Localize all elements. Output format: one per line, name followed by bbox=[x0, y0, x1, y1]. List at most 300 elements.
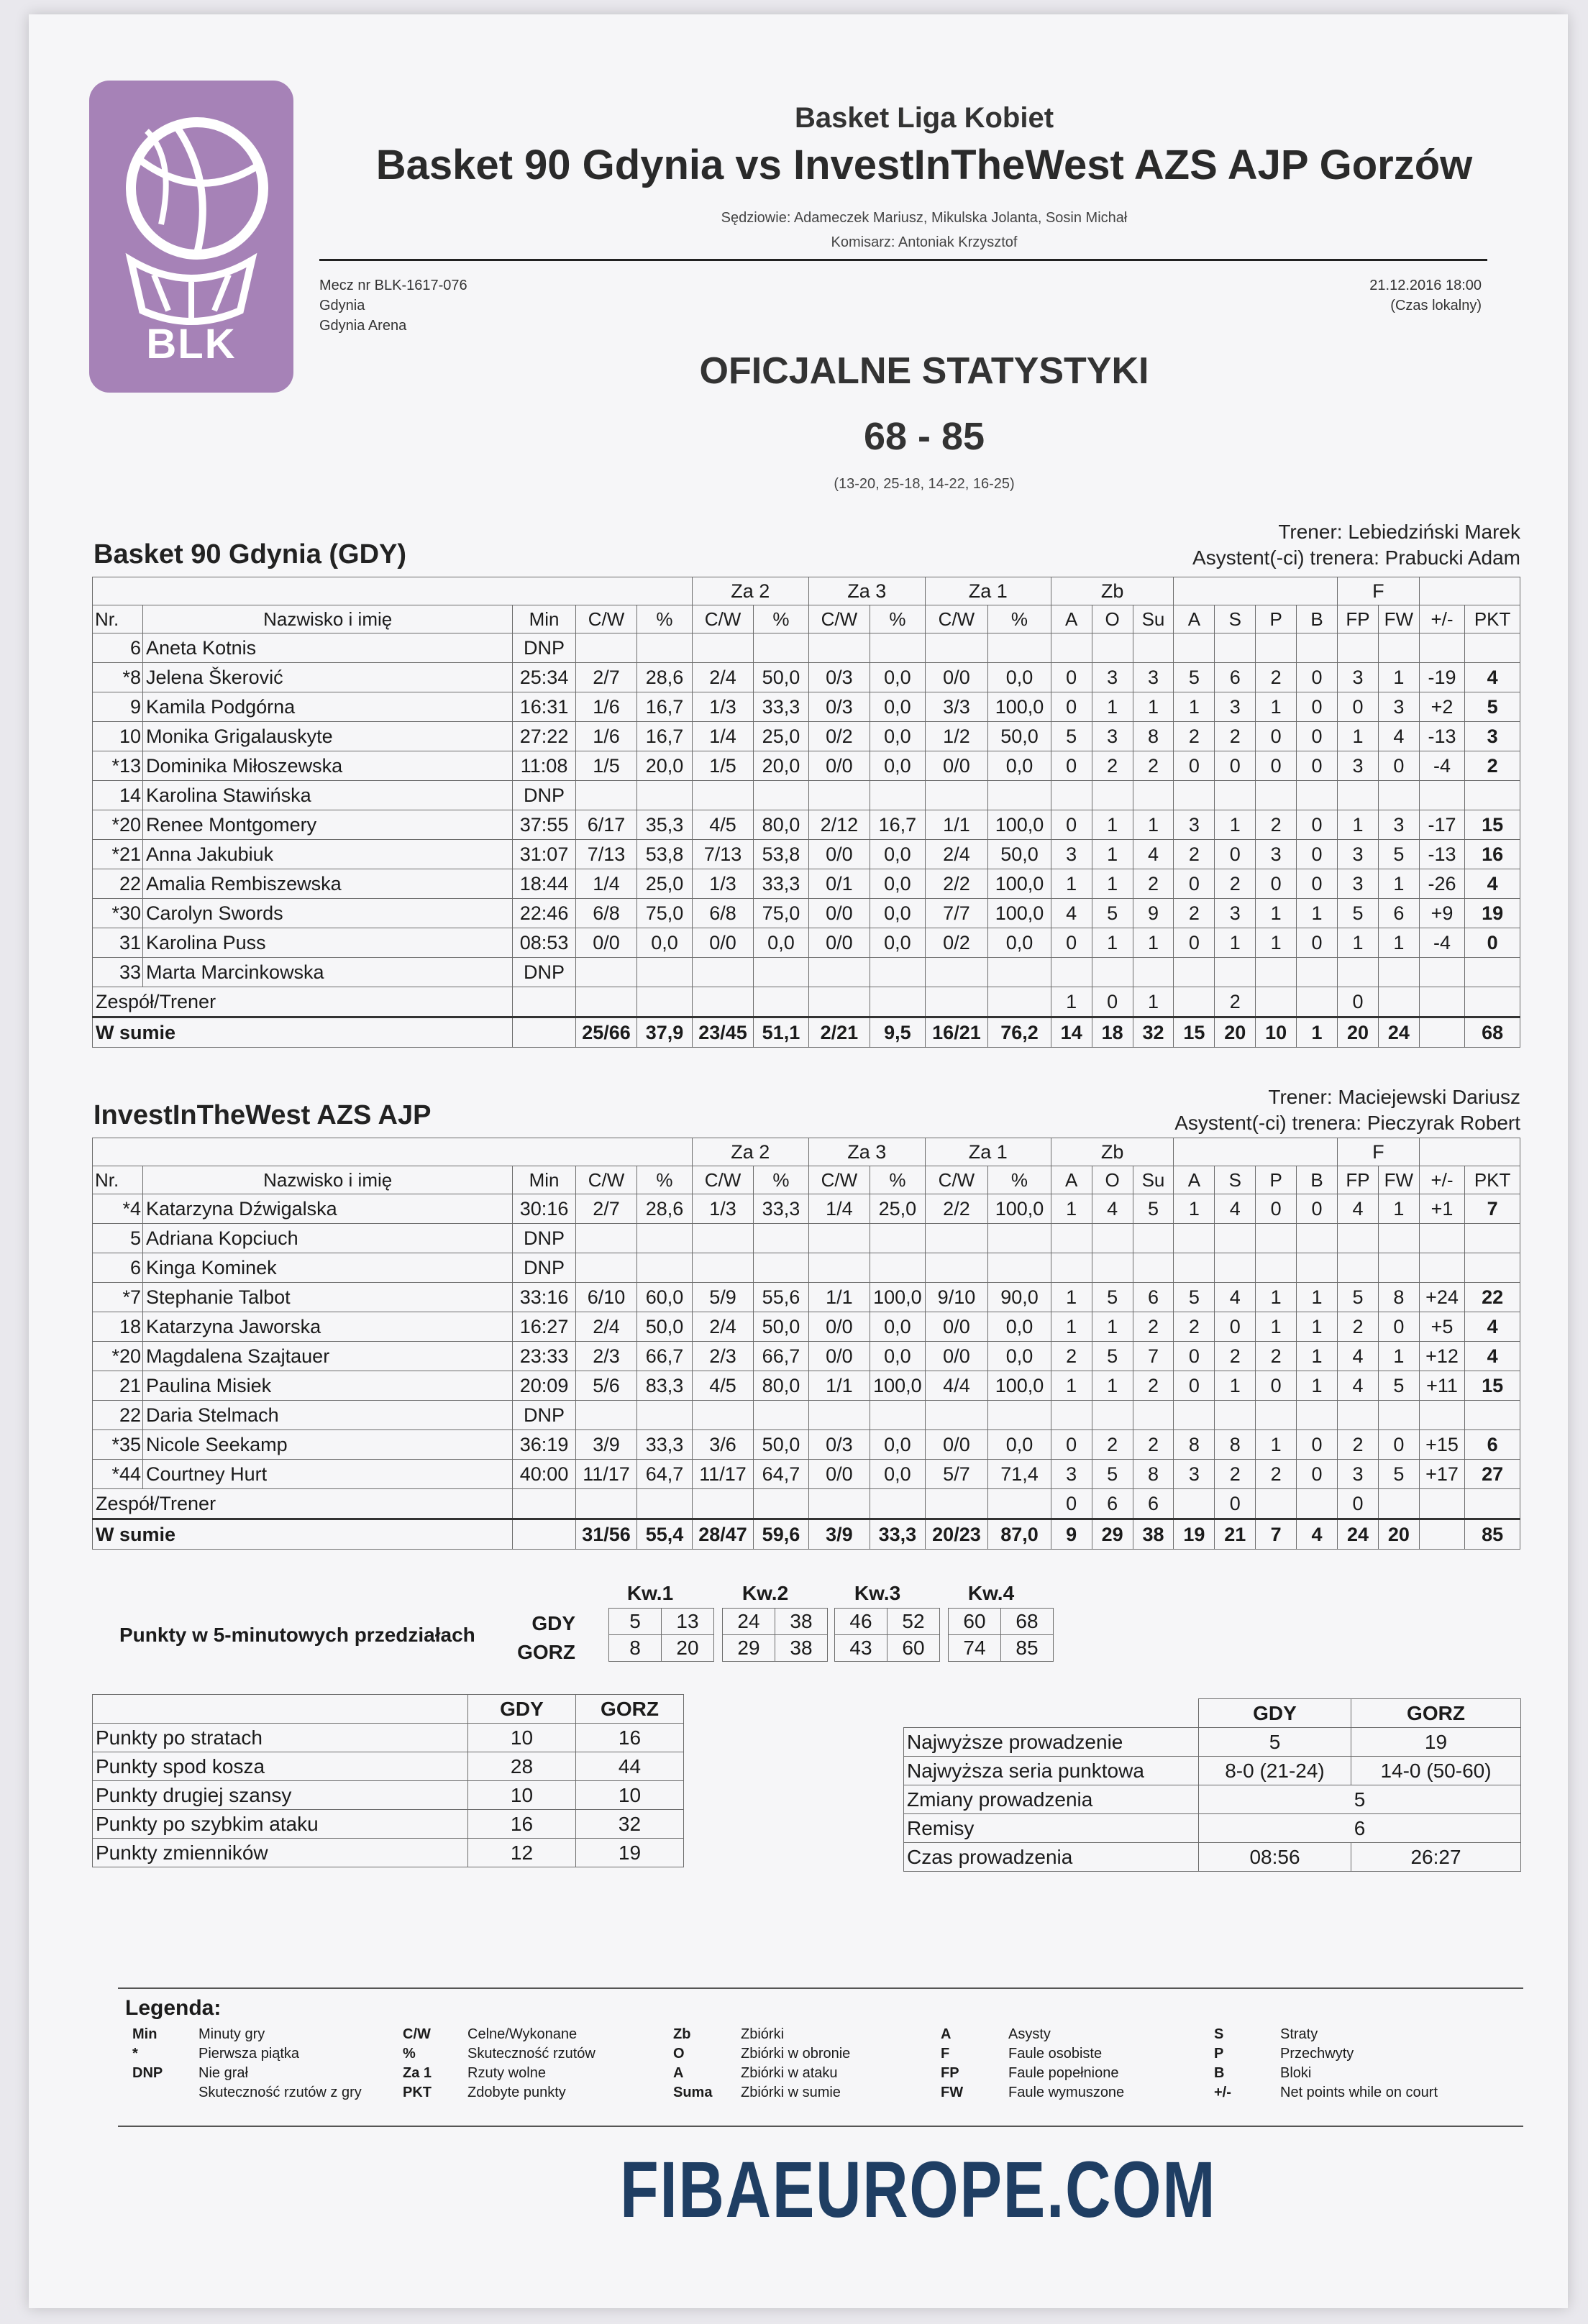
stat-cell bbox=[1174, 1253, 1215, 1283]
stat-cell bbox=[637, 1253, 693, 1283]
stat-cell: 5/9 bbox=[692, 1283, 753, 1312]
stat-cell: 1 bbox=[1256, 899, 1297, 928]
stat-cell: DNP bbox=[513, 958, 576, 987]
stat-cell bbox=[1419, 1017, 1464, 1048]
column-header: C/W bbox=[925, 1166, 988, 1194]
stat-cell: 3 bbox=[1133, 663, 1174, 692]
stat-cell: 16/21 bbox=[925, 1017, 988, 1048]
stat-cell: 50,0 bbox=[637, 1312, 693, 1342]
stat-cell bbox=[1133, 633, 1174, 663]
stat-cell: 0 bbox=[1297, 1430, 1338, 1460]
stat-cell: 2/3 bbox=[692, 1342, 753, 1371]
stat-cell bbox=[1215, 1224, 1256, 1253]
stat-cell: 16:27 bbox=[513, 1312, 576, 1342]
stat-cell bbox=[808, 1489, 870, 1519]
stat-cell: 80,0 bbox=[754, 1371, 809, 1401]
stat-cell: 6 bbox=[1378, 899, 1419, 928]
points-row-label: Punkty po szybkim ataku bbox=[93, 1810, 468, 1839]
stat-cell: 0/2 bbox=[925, 928, 988, 958]
stat-cell: 1/5 bbox=[692, 751, 753, 781]
kw4-table bbox=[948, 1608, 1054, 1662]
stat-cell: 9 bbox=[1051, 1519, 1092, 1550]
group-header bbox=[1174, 577, 1338, 605]
stat-cell bbox=[692, 1401, 753, 1430]
points-header-gdy: GDY bbox=[468, 1695, 576, 1724]
player-name: Courtney Hurt bbox=[143, 1460, 513, 1489]
stat-cell: 4 bbox=[1465, 1342, 1520, 1371]
stat-cell bbox=[575, 633, 636, 663]
stat-cell: 1 bbox=[1297, 1312, 1338, 1342]
group-header: F bbox=[1338, 1138, 1420, 1166]
points-row-label: Punkty spod kosza bbox=[93, 1752, 468, 1781]
stat-cell: 0,0 bbox=[988, 1430, 1051, 1460]
stat-cell: 64,7 bbox=[754, 1460, 809, 1489]
stat-cell: 4 bbox=[1051, 899, 1092, 928]
player-number: 6 bbox=[93, 1253, 143, 1283]
stat-cell: 50,0 bbox=[754, 1430, 809, 1460]
column-header: P bbox=[1256, 1166, 1297, 1194]
stat-cell bbox=[988, 1401, 1051, 1430]
legend-key: O bbox=[673, 2046, 685, 2062]
legend-key: A bbox=[941, 2026, 952, 2042]
stat-cell bbox=[637, 781, 693, 810]
stat-cell bbox=[637, 987, 693, 1017]
stat-cell: 0/0 bbox=[925, 1312, 988, 1342]
blk-logo bbox=[89, 81, 293, 393]
stat-cell: 76,2 bbox=[988, 1017, 1051, 1048]
column-header: % bbox=[870, 1166, 926, 1194]
stat-cell: 4 bbox=[1465, 663, 1520, 692]
stat-cell: 1 bbox=[1133, 987, 1174, 1017]
stat-cell bbox=[692, 987, 753, 1017]
stat-cell: +17 bbox=[1419, 1460, 1464, 1489]
stat-cell: 1 bbox=[1378, 869, 1419, 899]
stat-cell: 36:19 bbox=[513, 1430, 576, 1460]
legend-bottom-divider bbox=[118, 2126, 1523, 2127]
stat-cell: 2 bbox=[1256, 1342, 1297, 1371]
stat-cell: 0 bbox=[1465, 928, 1520, 958]
player-number: *30 bbox=[93, 899, 143, 928]
stat-cell: 7/7 bbox=[925, 899, 988, 928]
stat-cell bbox=[1174, 781, 1215, 810]
stat-cell: 20 bbox=[1215, 1017, 1256, 1048]
stat-cell: 0/0 bbox=[808, 1342, 870, 1371]
stat-cell bbox=[1051, 1253, 1092, 1283]
stat-cell bbox=[808, 633, 870, 663]
legend-value: Nie grał bbox=[198, 2065, 248, 2081]
stat-cell bbox=[988, 1224, 1051, 1253]
stat-cell: DNP bbox=[513, 1224, 576, 1253]
stat-cell bbox=[1092, 1401, 1133, 1430]
points-table bbox=[92, 1694, 684, 1867]
player-name: Amalia Rembiszewska bbox=[143, 869, 513, 899]
stat-cell: -4 bbox=[1419, 928, 1464, 958]
stat-cell: 2 bbox=[1133, 869, 1174, 899]
player-number: *20 bbox=[93, 810, 143, 840]
stat-cell: 3 bbox=[1051, 1460, 1092, 1489]
stat-cell: 37,9 bbox=[637, 1017, 693, 1048]
stat-cell: 22:46 bbox=[513, 899, 576, 928]
stat-cell: 30:16 bbox=[513, 1194, 576, 1224]
legend-value: Przechwyty bbox=[1280, 2046, 1354, 2062]
stat-cell: 3 bbox=[1465, 722, 1520, 751]
column-header: % bbox=[988, 605, 1051, 633]
stat-cell bbox=[754, 987, 809, 1017]
stat-cell bbox=[692, 1253, 753, 1283]
stat-cell bbox=[925, 987, 988, 1017]
table-row bbox=[93, 1430, 1520, 1460]
referees: Sędziowie: Adameczek Mariusz, Mikulska Jolanta, Sosin Michał bbox=[721, 210, 1128, 226]
stat-cell bbox=[1378, 633, 1419, 663]
team1-assistant: Asystent(-ci) trenera: Prabucki Adam bbox=[1192, 546, 1520, 569]
stat-cell bbox=[1338, 958, 1379, 987]
stat-cell: 1 bbox=[1338, 928, 1379, 958]
stat-cell bbox=[870, 958, 926, 987]
legend-key: * bbox=[132, 2046, 138, 2062]
player-name: Stephanie Talbot bbox=[143, 1283, 513, 1312]
table-row bbox=[93, 840, 1520, 869]
stat-cell: 1 bbox=[1092, 1371, 1133, 1401]
stat-cell bbox=[1419, 987, 1464, 1017]
stat-cell bbox=[870, 781, 926, 810]
stat-cell: 1 bbox=[1256, 1430, 1297, 1460]
stat-cell bbox=[1465, 1224, 1520, 1253]
stat-cell: 2 bbox=[1215, 869, 1256, 899]
stat-cell: 6 bbox=[1092, 1489, 1133, 1519]
stat-cell: 1 bbox=[1051, 1312, 1092, 1342]
player-name: Marta Marcinkowska bbox=[143, 958, 513, 987]
player-name: Anna Jakubiuk bbox=[143, 840, 513, 869]
league-name: Basket Liga Kobiet bbox=[794, 102, 1054, 134]
stat-cell: 0/0 bbox=[925, 751, 988, 781]
stat-cell: 50,0 bbox=[754, 1312, 809, 1342]
stat-cell bbox=[1215, 1253, 1256, 1283]
stat-cell: 3 bbox=[1338, 869, 1379, 899]
stat-cell bbox=[925, 633, 988, 663]
stat-cell: 0 bbox=[1215, 1312, 1256, 1342]
stat-cell: 0 bbox=[1051, 692, 1092, 722]
stat-cell: 1 bbox=[1051, 1371, 1092, 1401]
stat-cell bbox=[1174, 958, 1215, 987]
stat-cell: 75,0 bbox=[754, 899, 809, 928]
stat-cell bbox=[1256, 1253, 1297, 1283]
points-row-label: Punkty zmienników bbox=[93, 1839, 468, 1867]
legend-value: Skuteczność rzutów bbox=[467, 2046, 596, 2062]
player-name: Karolina Stawińska bbox=[143, 781, 513, 810]
lead-row-gdy: 5 bbox=[1199, 1728, 1351, 1757]
legend-key: C/W bbox=[403, 2026, 431, 2042]
stat-cell bbox=[513, 1519, 576, 1550]
stat-cell: 6/8 bbox=[575, 899, 636, 928]
column-header: C/W bbox=[575, 605, 636, 633]
stat-cell: 3 bbox=[1215, 899, 1256, 928]
table-row bbox=[93, 899, 1520, 928]
stat-cell: 4 bbox=[1133, 840, 1174, 869]
table-row bbox=[93, 722, 1520, 751]
stat-cell: 38 bbox=[1133, 1519, 1174, 1550]
stat-cell bbox=[1215, 1401, 1256, 1430]
table-row bbox=[93, 958, 1520, 987]
stat-cell: 3/6 bbox=[692, 1430, 753, 1460]
stat-cell: 2 bbox=[1215, 722, 1256, 751]
column-header: C/W bbox=[575, 1166, 636, 1194]
stat-cell: 7/13 bbox=[575, 840, 636, 869]
stat-cell: 5 bbox=[1092, 1460, 1133, 1489]
column-header: % bbox=[870, 605, 926, 633]
stat-cell bbox=[637, 1489, 693, 1519]
player-name: Daria Stelmach bbox=[143, 1401, 513, 1430]
stat-cell: 31/56 bbox=[575, 1519, 636, 1550]
stat-cell bbox=[692, 1489, 753, 1519]
stat-cell: 0 bbox=[1092, 987, 1133, 1017]
stat-cell: 0,0 bbox=[870, 1460, 926, 1489]
stat-cell: 2 bbox=[1051, 1342, 1092, 1371]
stat-cell: 100,0 bbox=[988, 692, 1051, 722]
stat-cell bbox=[692, 781, 753, 810]
stat-cell bbox=[870, 1489, 926, 1519]
column-header: % bbox=[754, 605, 809, 633]
legend-value: Straty bbox=[1280, 2026, 1318, 2042]
stat-cell: +15 bbox=[1419, 1430, 1464, 1460]
stat-cell: 0 bbox=[1174, 1342, 1215, 1371]
stat-cell: 1 bbox=[1051, 987, 1092, 1017]
player-name: Adriana Kopciuch bbox=[143, 1224, 513, 1253]
stat-cell: 0/0 bbox=[808, 840, 870, 869]
kw1-label: Kw.1 bbox=[626, 1582, 674, 1604]
stat-cell: 8 bbox=[1133, 1460, 1174, 1489]
stat-cell: +9 bbox=[1419, 899, 1464, 928]
stat-cell: 5 bbox=[1378, 840, 1419, 869]
stat-cell: 1 bbox=[1297, 1283, 1338, 1312]
legend-value: Faule popełnione bbox=[1008, 2065, 1119, 2081]
stat-cell: +5 bbox=[1419, 1312, 1464, 1342]
stat-cell: 0/0 bbox=[925, 1342, 988, 1371]
stat-cell: 0/0 bbox=[575, 928, 636, 958]
stat-cell: 0 bbox=[1256, 869, 1297, 899]
stat-cell: 2 bbox=[1338, 1312, 1379, 1342]
stat-cell bbox=[870, 1224, 926, 1253]
stat-cell: 2 bbox=[1215, 1460, 1256, 1489]
legend-key: Zb bbox=[673, 2026, 691, 2042]
stat-cell bbox=[808, 781, 870, 810]
stat-cell: 0 bbox=[1297, 1460, 1338, 1489]
table-row bbox=[93, 869, 1520, 899]
legend-value: Pierwsza piątka bbox=[198, 2046, 300, 2062]
stat-cell: -26 bbox=[1419, 869, 1464, 899]
stat-cell bbox=[575, 1489, 636, 1519]
stat-cell: 2/2 bbox=[925, 869, 988, 899]
stat-cell: 16,7 bbox=[637, 722, 693, 751]
stat-cell: 66,7 bbox=[754, 1342, 809, 1371]
column-header: O bbox=[1092, 1166, 1133, 1194]
group-header bbox=[93, 577, 693, 605]
team2-assistant: Asystent(-ci) trenera: Pieczyrak Robert bbox=[1174, 1112, 1520, 1134]
stat-cell: 1 bbox=[1338, 722, 1379, 751]
table-row bbox=[93, 663, 1520, 692]
quarter-scores: (13-20, 25-18, 14-22, 16-25) bbox=[834, 476, 1015, 492]
stat-cell: 2 bbox=[1133, 751, 1174, 781]
stat-cell: 31:07 bbox=[513, 840, 576, 869]
column-header: FP bbox=[1338, 1166, 1379, 1194]
stat-cell: 5/6 bbox=[575, 1371, 636, 1401]
player-name: Kamila Podgórna bbox=[143, 692, 513, 722]
stat-cell bbox=[925, 1401, 988, 1430]
stat-cell: 6 bbox=[1133, 1283, 1174, 1312]
stat-cell bbox=[575, 1224, 636, 1253]
stat-cell bbox=[513, 1489, 576, 1519]
player-name: Katarzyna Jaworska bbox=[143, 1312, 513, 1342]
legend-key: Min bbox=[132, 2026, 158, 2042]
total-row bbox=[93, 1017, 1520, 1048]
stat-cell: 2 bbox=[1133, 1371, 1174, 1401]
stat-cell: 0/0 bbox=[808, 928, 870, 958]
lead-row-gdy: 8-0 (21-24) bbox=[1199, 1757, 1351, 1785]
stat-cell: 3 bbox=[1174, 1460, 1215, 1489]
stat-cell: 1 bbox=[1297, 1017, 1338, 1048]
stat-cell: 1 bbox=[1092, 810, 1133, 840]
kw1-gdy-a: 5 bbox=[609, 1609, 662, 1635]
stat-cell: 1/1 bbox=[925, 810, 988, 840]
column-header: PKT bbox=[1465, 605, 1520, 633]
stat-cell: 3 bbox=[1092, 722, 1133, 751]
stat-cell: 60,0 bbox=[637, 1283, 693, 1312]
stat-cell: 1 bbox=[1338, 810, 1379, 840]
stat-cell bbox=[1051, 1401, 1092, 1430]
stat-cell: 6/10 bbox=[575, 1283, 636, 1312]
stat-cell: 3 bbox=[1215, 692, 1256, 722]
row-label: Zespół/Trener bbox=[93, 1489, 513, 1519]
group-header: Za 1 bbox=[925, 577, 1051, 605]
table-row bbox=[93, 1460, 1520, 1489]
stat-cell bbox=[988, 958, 1051, 987]
stat-sheet bbox=[29, 14, 1568, 2308]
stat-cell: 0,0 bbox=[870, 899, 926, 928]
group-header: Za 2 bbox=[692, 577, 808, 605]
points-row-label: Punkty po stratach bbox=[93, 1724, 468, 1752]
stat-cell: 5 bbox=[1378, 1460, 1419, 1489]
stat-cell: 11/17 bbox=[692, 1460, 753, 1489]
stat-cell: 0/3 bbox=[808, 1430, 870, 1460]
player-number: *7 bbox=[93, 1283, 143, 1312]
player-name: Katarzyna Dźwigalska bbox=[143, 1194, 513, 1224]
total-row bbox=[93, 1519, 1520, 1550]
stat-cell: 0,0 bbox=[870, 1430, 926, 1460]
stat-cell bbox=[1297, 1401, 1338, 1430]
table-row bbox=[93, 633, 1520, 663]
stat-cell: 5/7 bbox=[925, 1460, 988, 1489]
legend-divider bbox=[118, 1987, 1523, 1989]
stat-cell: 1/3 bbox=[692, 692, 753, 722]
player-number: *13 bbox=[93, 751, 143, 781]
stat-cell: 64,7 bbox=[637, 1460, 693, 1489]
stat-cell bbox=[692, 958, 753, 987]
stat-cell: 22 bbox=[1465, 1283, 1520, 1312]
stat-cell: 1 bbox=[1174, 692, 1215, 722]
points-row-gdy: 12 bbox=[468, 1839, 576, 1867]
player-number: 31 bbox=[93, 928, 143, 958]
column-header: FW bbox=[1378, 605, 1419, 633]
table-row bbox=[93, 1401, 1520, 1430]
stat-cell bbox=[988, 1489, 1051, 1519]
stat-cell: 0 bbox=[1297, 869, 1338, 899]
stat-cell: 0/0 bbox=[808, 899, 870, 928]
group-header: Za 2 bbox=[692, 1138, 808, 1166]
player-number: 33 bbox=[93, 958, 143, 987]
lead-header-gorz: GORZ bbox=[1351, 1699, 1521, 1728]
stat-cell: 3 bbox=[1338, 840, 1379, 869]
stat-cell: 2/4 bbox=[925, 840, 988, 869]
stat-cell bbox=[1051, 781, 1092, 810]
stat-cell: 25/66 bbox=[575, 1017, 636, 1048]
stat-cell: 2 bbox=[1133, 1312, 1174, 1342]
stat-cell: 0 bbox=[1215, 840, 1256, 869]
lead-row-label: Remisy bbox=[904, 1814, 1199, 1843]
stat-cell: 0/0 bbox=[808, 1460, 870, 1489]
stat-cell: 9/10 bbox=[925, 1283, 988, 1312]
column-header: C/W bbox=[925, 605, 988, 633]
legend-value: Net points while on court bbox=[1280, 2085, 1438, 2100]
points-row-label: Punkty drugiej szansy bbox=[93, 1781, 468, 1810]
table-row bbox=[93, 1283, 1520, 1312]
stat-cell: 0,0 bbox=[870, 751, 926, 781]
stat-cell: 0 bbox=[1174, 869, 1215, 899]
match-number: Mecz nr BLK-1617-076 bbox=[319, 278, 467, 293]
stat-cell bbox=[988, 987, 1051, 1017]
group-header: Zb bbox=[1051, 1138, 1174, 1166]
player-number: 21 bbox=[93, 1371, 143, 1401]
kw1-gorz-a: 8 bbox=[609, 1635, 662, 1662]
column-header: Su bbox=[1133, 605, 1174, 633]
stat-cell: 0,0 bbox=[870, 692, 926, 722]
stat-cell: 2/2 bbox=[925, 1194, 988, 1224]
legend-value: Rzuty wolne bbox=[467, 2065, 546, 2081]
stat-cell: +24 bbox=[1419, 1283, 1464, 1312]
legend-value: Skuteczność rzutów z gry bbox=[198, 2085, 362, 2100]
points-row-gorz: 16 bbox=[576, 1724, 684, 1752]
stat-cell: 1/3 bbox=[692, 1194, 753, 1224]
stat-cell: +11 bbox=[1419, 1371, 1464, 1401]
stat-cell: 1 bbox=[1092, 928, 1133, 958]
legend-title: Legenda: bbox=[125, 1996, 222, 2020]
stat-cell: 20/23 bbox=[925, 1519, 988, 1550]
stat-cell bbox=[1419, 1489, 1464, 1519]
fibaeurope-logo: FIBAEUROPE.COM bbox=[620, 2146, 1217, 2234]
column-header: % bbox=[754, 1166, 809, 1194]
stat-cell: 5 bbox=[1133, 1194, 1174, 1224]
stat-cell bbox=[1092, 1253, 1133, 1283]
stat-cell: 4 bbox=[1465, 1312, 1520, 1342]
column-header: Nr. bbox=[93, 605, 143, 633]
stat-cell: 0 bbox=[1051, 810, 1092, 840]
group-header: Za 3 bbox=[808, 1138, 925, 1166]
stat-cell bbox=[692, 633, 753, 663]
stat-cell: 11:08 bbox=[513, 751, 576, 781]
stat-cell bbox=[870, 1401, 926, 1430]
stat-cell: 28/47 bbox=[692, 1519, 753, 1550]
kw2-gdy-a: 24 bbox=[723, 1609, 775, 1635]
stat-cell: 0 bbox=[1297, 692, 1338, 722]
points-row-gorz: 10 bbox=[576, 1781, 684, 1810]
stat-cell: 14 bbox=[1051, 1017, 1092, 1048]
stat-cell: 4 bbox=[1092, 1194, 1133, 1224]
stat-cell: 2/12 bbox=[808, 810, 870, 840]
stat-cell bbox=[1092, 958, 1133, 987]
stat-cell bbox=[1465, 781, 1520, 810]
stat-cell: 15 bbox=[1465, 1371, 1520, 1401]
legend-key: +/- bbox=[1214, 2085, 1231, 2100]
stat-cell: 1/6 bbox=[575, 692, 636, 722]
stat-cell bbox=[1215, 633, 1256, 663]
